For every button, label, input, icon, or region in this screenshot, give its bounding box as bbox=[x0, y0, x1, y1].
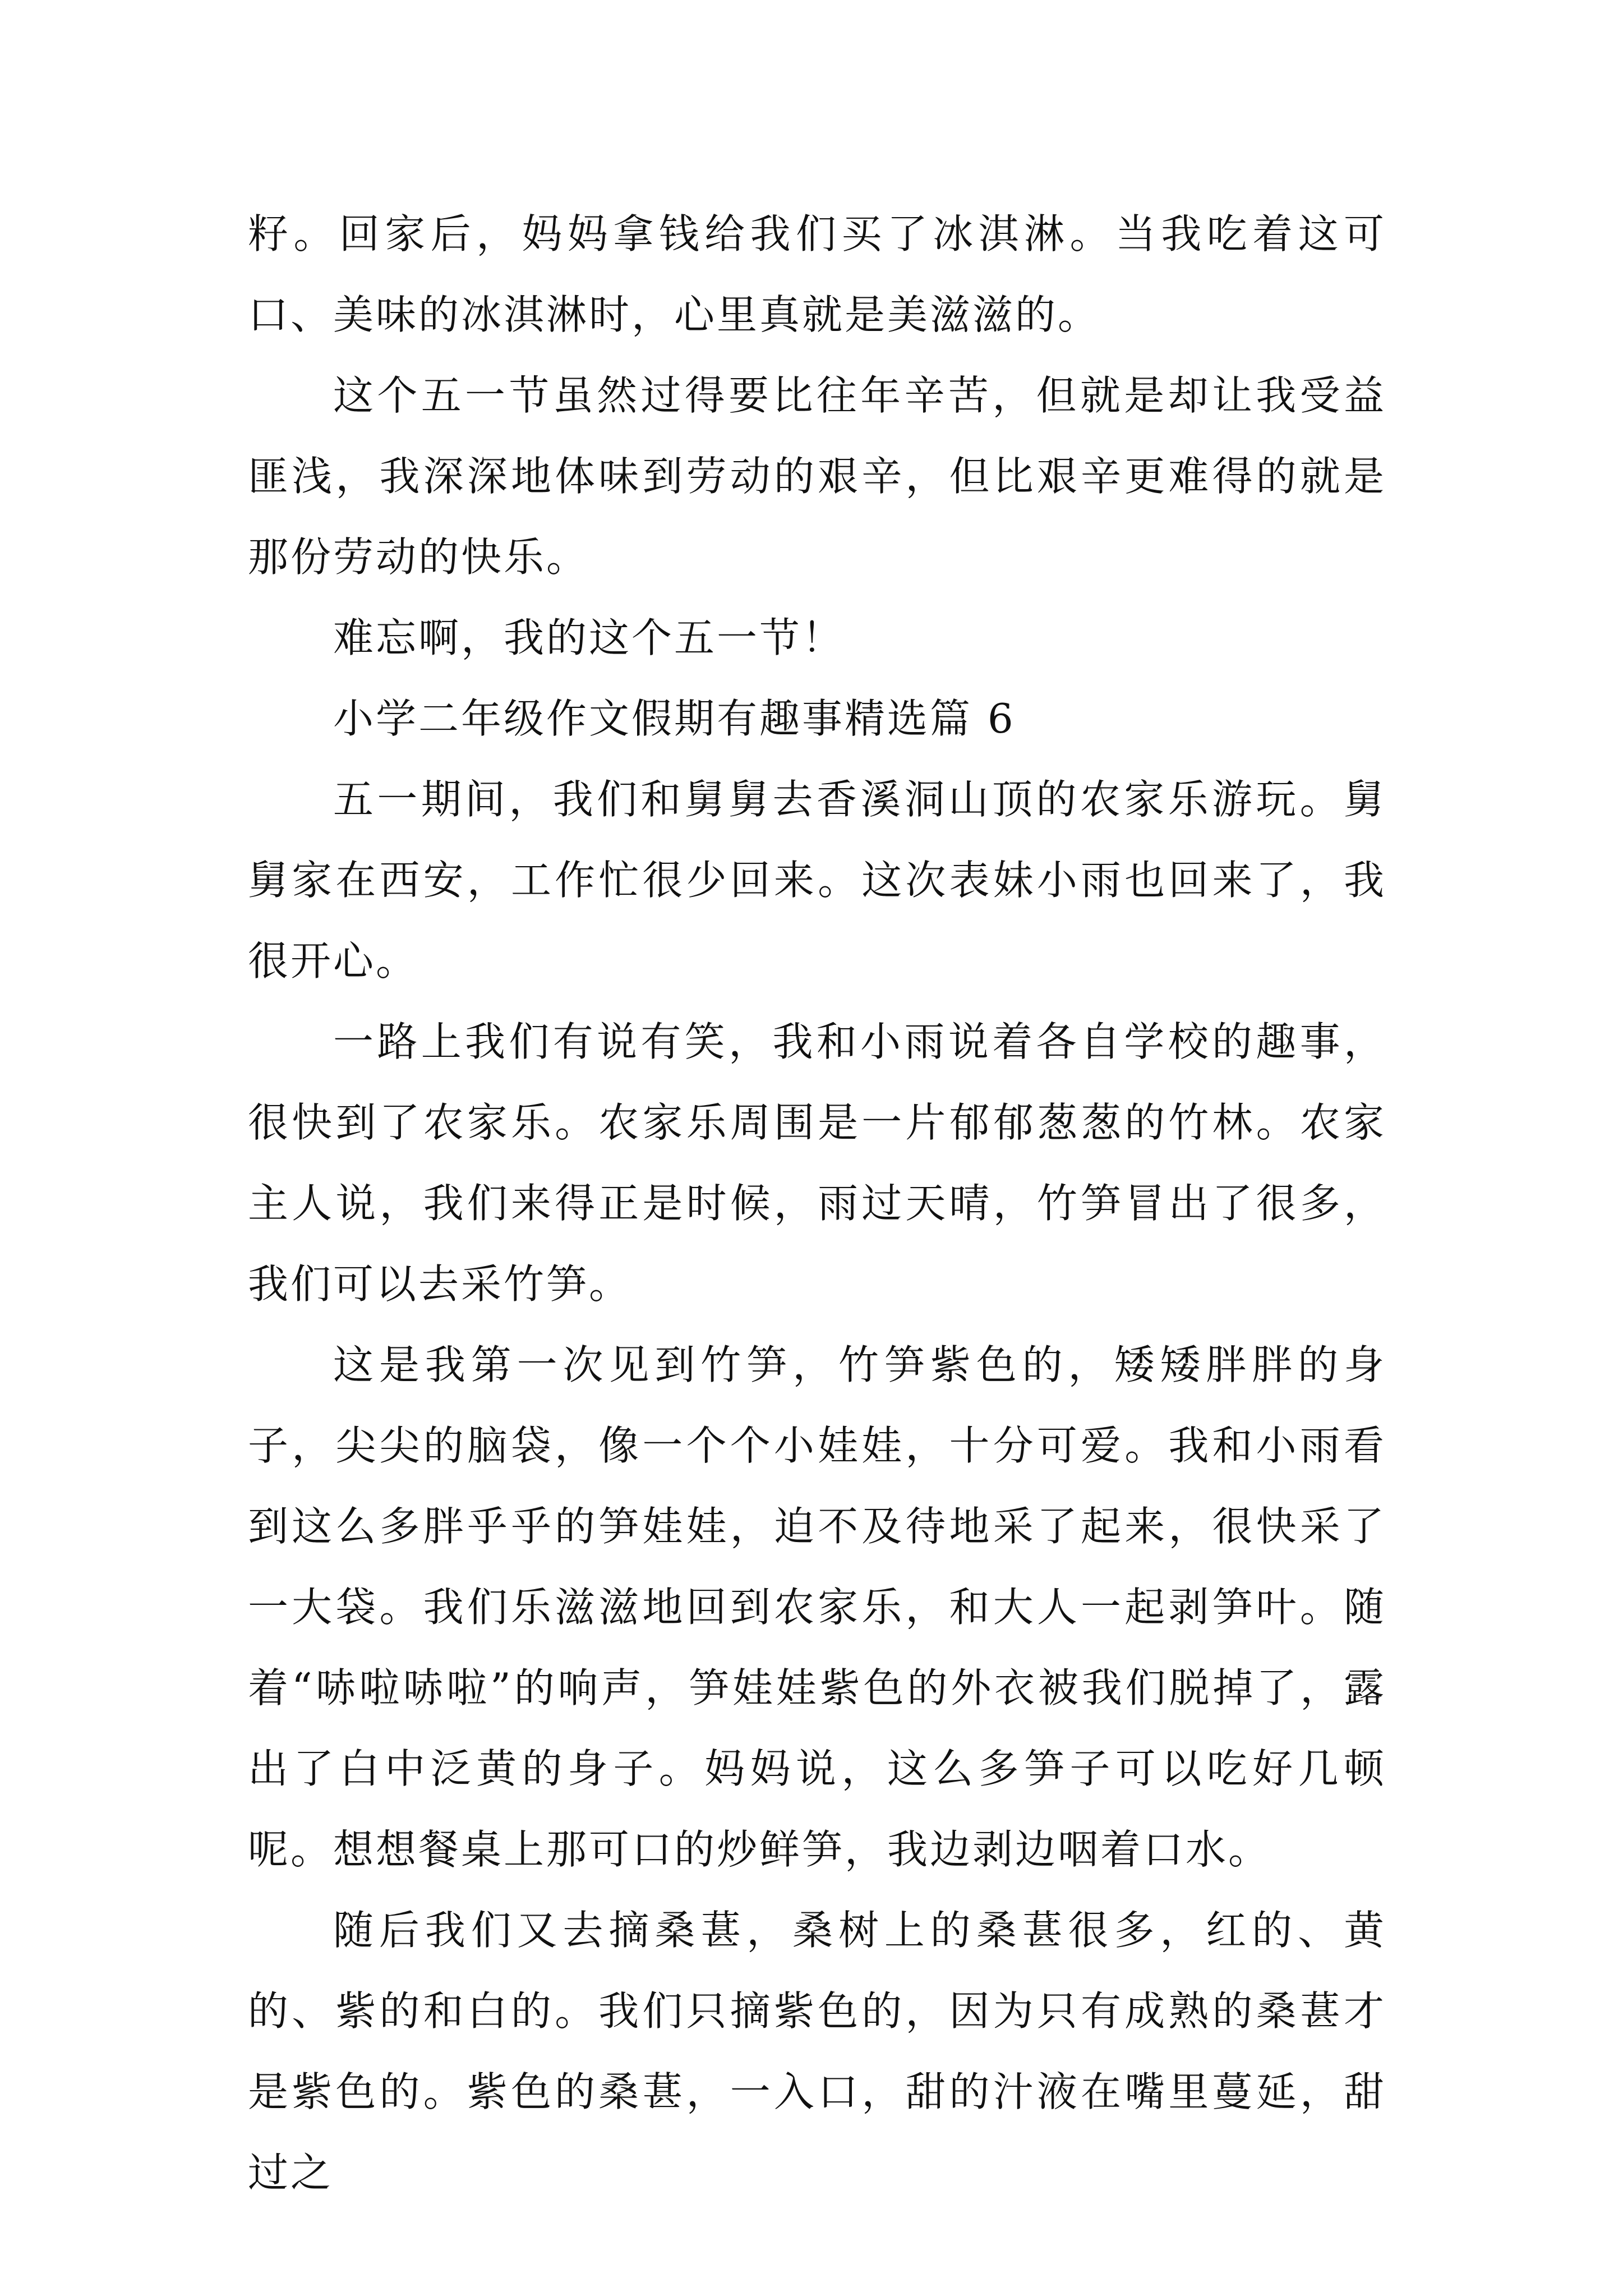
paragraph-2: 这个五一节虽然过得要比往年辛苦，但就是却让我受益匪浅，我深深地体味到劳动的艰辛，但比艰辛更难得的就是那份劳动的快乐。 bbox=[248, 372, 1386, 581]
paragraph-7: 这是我第一次见到竹笋，竹笋紫色的，矮矮胖胖的身子，尖尖的脑袋，像一个个小娃娃，十分可爱。我和小雨看到这么多胖乎乎的笋娃娃，迫不及待地采了起来，很快采了一大袋。我们乐滋滋地回到农家乐，和大人一起剥笋叶。随着“哧啦哧啦”的响声，笋娃娃紫色的外衣被我们脱掉了，露出了白中泛黄的身子。妈妈说，这么多笋子可以吃好几顿呢。想想餐桌上那可口的炒鲜笋，我边剥边咽着口水。 bbox=[248, 1341, 1386, 1873]
body-text bbox=[248, 194, 1386, 2213]
paragraph-5: 五一期间，我们和舅舅去香溪洞山顶的农家乐游玩。舅舅家在西安，工作忙很少回来。这次表妹小雨也回来了，我很开心。 bbox=[248, 776, 1386, 984]
section-heading: 小学二年级作文假期有趣事精选篇 6 bbox=[333, 695, 1016, 742]
paragraph-8: 随后我们又去摘桑葚，桑树上的桑葚很多，红的、黄的、紫的和白的。我们只摘紫色的，因为只有成熟的桑葚才是紫色的。紫色的桑葚，一入口，甜的汁液在嘴里蔓延，甜过之 bbox=[248, 1907, 1386, 2196]
paragraph-6: 一路上我们有说有笑，我和小雨说着各自学校的趣事，很快到了农家乐。农家乐周围是一片郁郁葱葱的竹林。农家主人说，我们来得正是时候，雨过天晴，竹笋冒出了很多，我们可以去采竹笋。 bbox=[248, 1018, 1386, 1308]
paragraph-3: 难忘啊，我的这个五一节！ bbox=[333, 614, 845, 661]
paragraph-1: 籽。回家后，妈妈拿钱给我们买了冰淇淋。当我吃着这可口、美味的冰淇淋时，心里真就是美滋滋的。 bbox=[248, 210, 1386, 338]
